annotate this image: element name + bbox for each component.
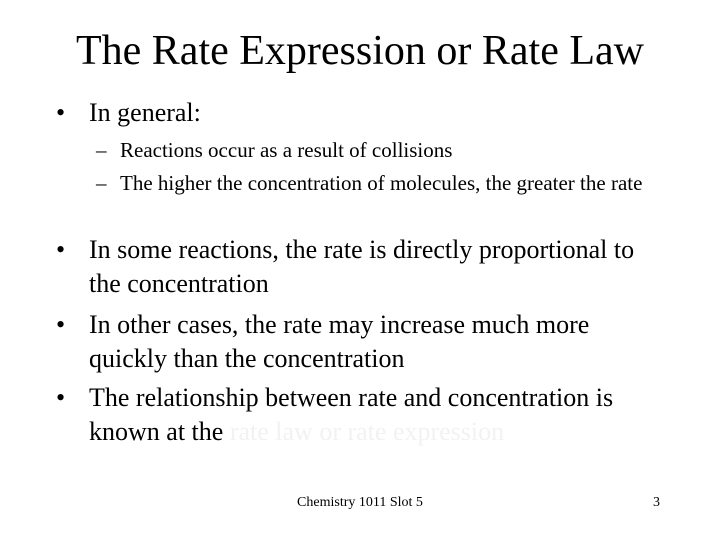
bullet-marker: • (56, 383, 66, 412)
bullet-text: In some reactions, the rate is directly proportional to the concentration (89, 235, 635, 298)
bullet-other-cases (56, 308, 666, 376)
bullet-text: In general: (89, 98, 201, 127)
bullet-text-main: The relationship between rate and concentration is known at the (89, 383, 614, 446)
sub-bullet-text: Reactions occur as a result of collisions (120, 138, 453, 162)
sub-bullet-concentration (96, 168, 656, 199)
page-number: 3 (653, 495, 660, 510)
footer-course-label: Chemistry 1011 Slot 5 (297, 495, 423, 510)
rate-law-highlight: rate law or rate expression (229, 417, 505, 446)
bullet-marker: • (56, 235, 66, 264)
sub-bullet-text: The higher the concentration of molecules, the greater the rate (120, 171, 643, 195)
bullet-marker: • (56, 98, 66, 127)
bullet-text: In other cases, the rate may increase much more quickly than the concentration (89, 310, 590, 373)
sub-bullet-collisions (96, 135, 656, 166)
bullet-text (89, 381, 666, 449)
dash-marker: – (96, 171, 107, 195)
slide-title: The Rate Expression or Rate Law (76, 28, 644, 74)
dash-marker: – (96, 138, 107, 162)
bullet-relationship (56, 381, 666, 449)
bullet-marker: • (56, 310, 66, 339)
bullet-in-general (56, 96, 666, 130)
bullet-directly-proportional (56, 233, 666, 301)
